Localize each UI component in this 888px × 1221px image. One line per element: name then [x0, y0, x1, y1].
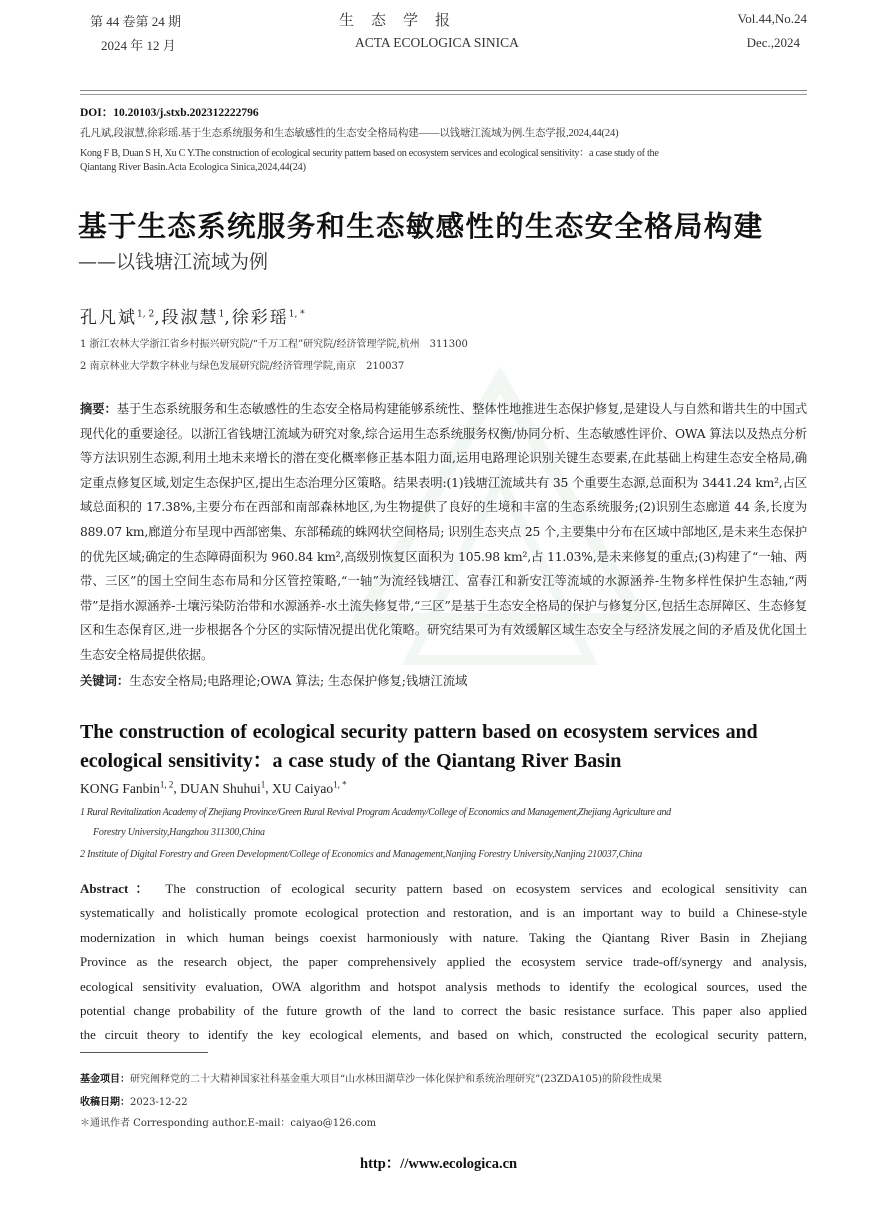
page-title-en: The construction of ecological security pattern based on ecosystem services and ecological sensitivity：a case study of the Qiantang River Basin [80, 721, 758, 772]
affiliation-cn-2: 2 南京林业大学数字林业与绿色发展研究院/经济管理学院,南京 210037 [80, 361, 405, 372]
doi: DOI：10.20103/j.stxb.202312222796 [80, 107, 259, 119]
keywords-cn-text: 生态安全格局;电路理论;OWA 算法; 生态保护修复;钱塘江流域 [129, 674, 468, 688]
abstract-cn [80, 397, 807, 668]
citation-cn: 孔凡斌,段淑慧,徐彩瑶.基于生态系统服务和生态敏感性的生态安全格局构建——以钱塘江流域为例.生态学报,2024,44(24) [80, 128, 619, 139]
footnote-rule [80, 1052, 208, 1053]
citation-en-line1: Kong F B, Duan S H, Xu C Y.The construction of ecological security pattern based on ecosystem services and ecological sensitivity：a case study of the [80, 148, 659, 159]
keywords-cn-label: 关键词： [80, 674, 130, 688]
abstract-en-line: ecological sensitivity evaluation, OWA algorithm and hotspot analysis methods to identify the ecological sources, used the [80, 978, 807, 994]
affiliation-en-1-cont: Forestry University,Hangzhou 311300,China [93, 827, 265, 838]
author-cn: 徐彩瑶$^{1, *}$ [231, 308, 305, 328]
header-date-en: Dec.,2024 [746, 35, 800, 50]
footnote-received-label: 收稿日期： [80, 1097, 130, 1108]
footnote-received: 收稿日期：2023-12-22 [80, 1097, 188, 1108]
footnote-fund-label: 基金项目： [80, 1074, 130, 1085]
abstract-en [80, 877, 807, 1048]
affiliation-cn-1: 1 浙江农林大学浙江省乡村振兴研究院/“千万工程”研究院/经济管理学院,杭州 311300 [80, 339, 468, 350]
header-journal-en: ACTA ECOLOGICA SINICA [355, 35, 519, 50]
page-subtitle-cn: ——以钱塘江流域为例 [78, 251, 269, 273]
abstract-en-line: modernization in which human beings coexist harmoniously with nature. Taking the Qiantang River Basin in Zhejiang [80, 929, 807, 945]
authors-en: KONG Fanbin$^{1, 2}$, DUAN Shuhui$^1$, XU Caiyao$^{1, *}$ [80, 779, 347, 796]
header-date-cn: 2024 年 12 月 [101, 38, 176, 53]
author-en: KONG Fanbin$^{1, 2}$ [80, 779, 174, 796]
footer-url[interactable]: http：//www.ecologica.cn [360, 1156, 518, 1172]
affiliation-en-2: 2 Institute of Digital Forestry and Green Development/College of Economics and Management,Nanjing Forestry University,Nanjing 210037,China [80, 849, 643, 860]
abstract-cn-text: 基于生态系统服务和生态敏感性的生态安全格局构建能够系统性、整体性地推进生态保护修复,是建设人与自然和谐共生的中国式现代化的重要途径。以浙江省钱塘江流域为研究对象,综合运用生态系统服务权衡/协同分析、生态敏感性评价、OWA 算法以及热点分析等方法识别生态源,利用土地未来增长的潜在变化概率修正基本阻力面,运用电路理论识别关键生态要素,在此基础上构建生态安全格局,确定重点修复区域,划定生态保护区,提出生态治理分区策略。结果表明:(1)钱塘江流域共有 35 个重要生态源,总面积为 3441.24 km²,占区域总面积的 17.38%,主要分布在西部和南部森林地区,为生物提供了良好的生境和丰富的生态系统服务;(2)识别生态廊道 44 条,长度为 889.07 km,廊道分布呈现中西部密集、东部稀疏的蛛网状空间格局; 识别生态夹点 25 个,主要集中分布在区域中部地区,是未来生态保护的优先区域;确定的生态障碍面积为 960.84 km²,高级别恢复区面积为 105.98 km²,占 11.03%,是未来修复的重点;(3)构建了“一轴、两带、三区”的国土空间生态布局和分区管控策略,“一轴”为流经钱塘江、富春江和新安江等流域的水源涵养-生物多样性保护生态轴,“两带”是指水源涵养-土壤污染防治带和水源涵养-水土流失修复带,“三区”是基于生态安全格局的保护与修复分区,包括生态屏障区、生态修复区和生态保育区,进一步根据各个分区的实际情况提出优化策略。研究结果可为有效缓解区域生态安全与经济发展之间的矛盾及优化国土生态安全格局提供依据。 [80, 402, 807, 662]
abstract-en-line: Province as the research object, the paper comprehensively applied the ecosystem service trade-off/synergy and analysis, [80, 954, 807, 970]
abstract-en-label: Abstract： [80, 881, 156, 896]
footnote-corresponding: ＊通讯作者 Corresponding author.E-mail：caiyao@126.com [80, 1118, 377, 1129]
abstract-en-line: potential change probability of the future growth of the land to correct the basic resistance surface. This paper also applied [80, 1003, 807, 1019]
keywords-cn [80, 671, 467, 689]
citation-en-line2: Qiantang River Basin.Acta Ecologica Sinica,2024,44(24) [80, 162, 306, 173]
header-journal-cn: 生 态 学 报 [339, 13, 452, 29]
abstract-en-line: Abstract： The construction of ecological security pattern based on ecosystem services and ecological sensitivity can [80, 881, 807, 896]
abstract-cn-label: 摘要： [80, 402, 117, 416]
header-volume-en: Vol.44,No.24 [737, 11, 807, 26]
author-cn: 孔凡斌$^{1, 2}$ [80, 308, 155, 328]
abstract-en-line: the circuit theory to identify the key ecological elements, and based on which, constructed the ecological security pattern, [80, 1027, 807, 1043]
author-en: XU Caiyao$^{1, *}$ [272, 779, 347, 796]
author-en: DUAN Shuhui$^1$ [180, 779, 266, 796]
author-cn: 段淑慧$^1$ [161, 308, 225, 328]
affiliation-en-1: 1 Rural Revitalization Academy of Zhejiang Province/Green Rural Revival Program Academy/College of Economics and Management,Zhejiang Agriculture and [80, 807, 671, 818]
header-issue-cn: 第 44 卷第 24 期 [90, 14, 182, 29]
footnote-fund: 基金项目：研究阐释党的二十大精神国家社科基金重大项目“山水林田湖草沙一体化保护和系统治理研究”(23ZDA105)的阶段性成果 [80, 1074, 663, 1085]
abstract-en-line: systematically and holistically promote ecological protection and restoration, and is an important way to build a Chinese-style [80, 905, 807, 921]
header-rule-thin [80, 94, 807, 95]
header-rule [80, 90, 807, 91]
page-title-cn: 基于生态系统服务和生态敏感性的生态安全格局构建 [78, 210, 764, 243]
authors-cn: 孔凡斌$^{1, 2}$,段淑慧$^1$,徐彩瑶$^{1, *}$ [80, 308, 305, 328]
